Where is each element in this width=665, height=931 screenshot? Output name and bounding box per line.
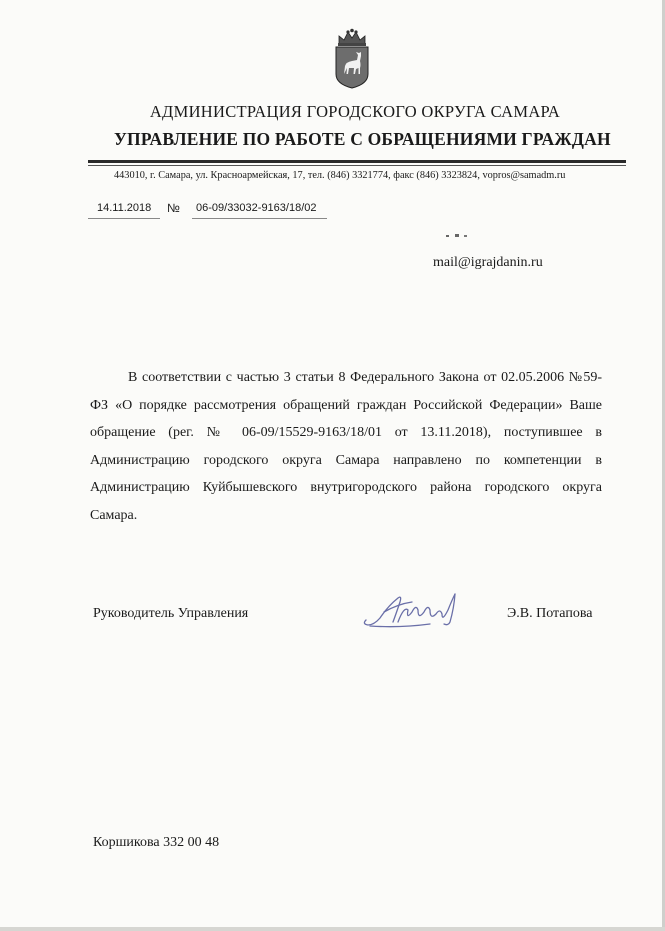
department-title: УПРАВЛЕНИЕ ПО РАБОТЕ С ОБРАЩЕНИЯМИ ГРАЖДАН — [114, 129, 611, 149]
registration-date-underline — [88, 218, 160, 219]
address-line: 443010, г. Самара, ул. Красноармейская, 17, тел. (846) 3321774, факс (846) 3323824, vopros@samadm.ru — [114, 170, 566, 181]
organization-title: АДМИНИСТРАЦИЯ ГОРОДСКОГО ОКРУГА САМАРА — [149, 102, 561, 121]
signatory-name: Э.В. Потапова — [507, 606, 593, 621]
registration-number-label: № — [167, 201, 180, 215]
header-rule-thin — [88, 165, 626, 166]
signatory-role: Руководитель Управления — [93, 606, 249, 621]
recipient-line-fragment — [446, 234, 472, 238]
executor-contact: Коршикова 332 00 48 — [93, 835, 220, 850]
handwritten-signature-icon — [360, 588, 465, 630]
letter-body: В соответствии с частью 3 статьи 8 Федерального Закона от 02.05.2006 №59-ФЗ «О порядке рассмотрения обращений граждан Российской Федерации» Ваше обращение (рег. № 06-09/15529-9163/18/01 от 13.11.2018), поступившее в Администрацию городского округа Самара направлено по компетенции в Администрацию Куйбышевского внутригородского района городского округа Самара. — [90, 370, 602, 523]
samara-coat-of-arms-icon — [330, 28, 374, 90]
recipient-email: mail@igrajdanin.ru — [433, 255, 543, 270]
registration-number-underline — [192, 218, 327, 219]
registration-date: 14.11.2018 — [97, 202, 152, 214]
scan-edge-bottom — [0, 927, 665, 931]
registration-number: 06-09/33032-9163/18/02 — [196, 202, 317, 214]
header-rule-thick — [88, 160, 626, 163]
